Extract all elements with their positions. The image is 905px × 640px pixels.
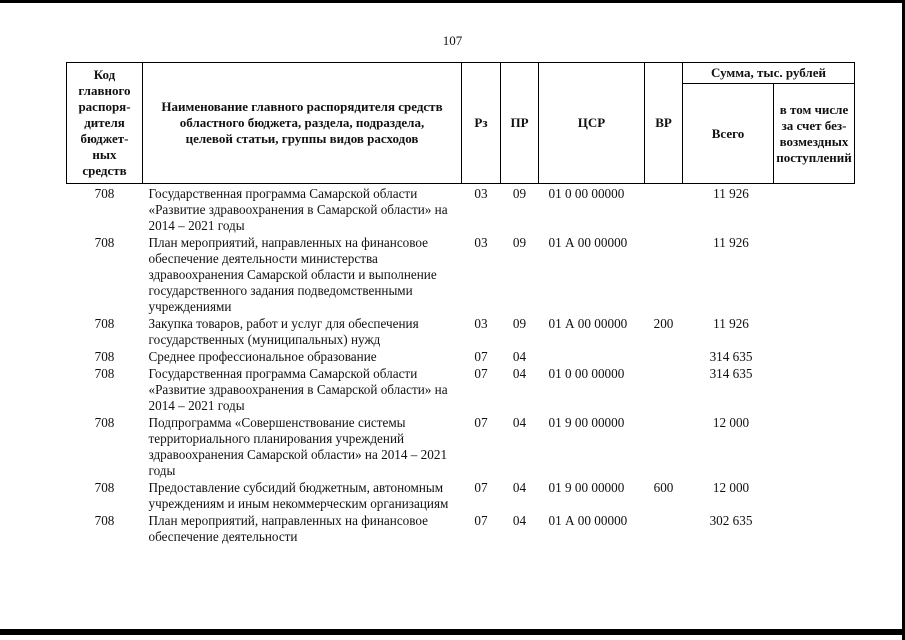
cell-rz: 07	[474, 513, 488, 528]
cell-free	[774, 316, 855, 349]
page-border-top	[0, 0, 905, 3]
cell-pr: 09	[512, 316, 527, 331]
cell-csr: 01 А 00 00000	[548, 235, 628, 250]
header-total: Всего	[683, 84, 774, 184]
cell-rz: 03	[474, 316, 488, 331]
header-sum: Сумма, тыс. рублей	[683, 63, 855, 84]
cell-code: 708	[94, 235, 115, 250]
cell-code: 708	[94, 366, 115, 381]
cell-total: 12 000	[712, 415, 750, 430]
table-row	[67, 184, 855, 236]
cell-free	[774, 513, 855, 546]
cell-vr: 200	[653, 316, 674, 331]
table-row	[67, 513, 855, 546]
cell-code: 708	[94, 349, 115, 364]
cell-total: 302 635	[709, 513, 753, 528]
cell-code: 708	[94, 186, 115, 201]
cell-vr: 600	[653, 480, 674, 495]
cell-free	[774, 184, 855, 236]
cell-csr: 01 А 00 00000	[548, 513, 628, 528]
cell-rz: 07	[474, 415, 488, 430]
cell-name: Закупка товаров, работ и услуг для обеспечения государственных (муниципальных) нужд	[148, 316, 419, 347]
cell-rz: 07	[474, 366, 488, 381]
budget-table	[66, 62, 855, 546]
cell-total: 11 926	[713, 235, 749, 250]
cell-csr: 01 9 00 00000	[548, 415, 625, 430]
table-row	[67, 480, 855, 513]
cell-name: План мероприятий, направленных на финансовое обеспечение деятельности министерства здравоохранения Самарской области и выполнение государственного задания подведомственными учреждениями	[148, 235, 437, 314]
table-row	[67, 235, 855, 316]
header-vr: ВР	[645, 63, 683, 184]
cell-code: 708	[94, 316, 115, 331]
table-row	[67, 366, 855, 415]
cell-vr	[645, 415, 683, 480]
cell-name: Государственная программа Самарской области «Развитие здравоохранения в Самарской области» на 2014 – 2021 годы	[148, 366, 448, 413]
cell-rz: 03	[474, 186, 488, 201]
cell-pr: 04	[512, 480, 527, 495]
cell-pr: 04	[512, 415, 527, 430]
cell-free	[774, 235, 855, 316]
cell-pr: 04	[512, 349, 527, 364]
table-body	[67, 184, 855, 547]
cell-csr	[539, 349, 645, 366]
cell-free	[774, 366, 855, 415]
cell-pr: 04	[512, 513, 527, 528]
table-row	[67, 316, 855, 349]
header-free: в том числе за счет без-возмездных поступлений	[774, 84, 855, 184]
page-border-bottom	[0, 629, 905, 635]
cell-free	[774, 480, 855, 513]
cell-total: 314 635	[709, 366, 753, 381]
cell-pr: 04	[512, 366, 527, 381]
cell-name: Государственная программа Самарской области «Развитие здравоохранения в Самарской области» на 2014 – 2021 годы	[148, 186, 448, 233]
header-csr: ЦСР	[539, 63, 645, 184]
cell-csr: 01 9 00 00000	[548, 480, 625, 495]
cell-vr	[645, 349, 683, 366]
cell-rz: 03	[474, 235, 488, 250]
cell-total: 12 000	[712, 480, 750, 495]
cell-vr	[645, 184, 683, 236]
cell-name: Предоставление субсидий бюджетным, автономным учреждениям и иным некоммерческим организациям	[148, 480, 449, 511]
cell-csr: 01 А 00 00000	[548, 316, 628, 331]
cell-total: 11 926	[713, 316, 749, 331]
cell-total: 11 926	[713, 186, 749, 201]
header-rz: Рз	[462, 63, 501, 184]
cell-pr: 09	[512, 186, 527, 201]
page-number: 107	[442, 33, 463, 48]
cell-free	[774, 415, 855, 480]
cell-free	[774, 349, 855, 366]
cell-name: План мероприятий, направленных на финансовое обеспечение деятельности	[148, 513, 429, 544]
cell-rz: 07	[474, 480, 488, 495]
header-code: Код главного распоря-дителя бюджет-ных средств	[67, 63, 143, 184]
cell-total: 314 635	[709, 349, 753, 364]
cell-code: 708	[94, 480, 115, 495]
cell-name: Среднее профессиональное образование	[148, 349, 377, 364]
table-row	[67, 349, 855, 366]
header-pr: ПР	[501, 63, 539, 184]
cell-name: Подпрограмма «Совершенствование системы территориального планирования учреждений здравоохранения Самарской области» на 2014 – 2021 годы	[148, 415, 448, 478]
header-name: Наименование главного распорядителя средств областного бюджета, раздела, подраздела, целевой статьи, группы видов расходов	[143, 63, 462, 184]
cell-pr: 09	[512, 235, 527, 250]
cell-code: 708	[94, 513, 115, 528]
table-row	[67, 415, 855, 480]
cell-csr: 01 0 00 00000	[548, 366, 625, 381]
cell-vr	[645, 235, 683, 316]
cell-csr: 01 0 00 00000	[548, 186, 625, 201]
cell-rz: 07	[474, 349, 488, 364]
cell-vr	[645, 513, 683, 546]
cell-vr	[645, 366, 683, 415]
cell-code: 708	[94, 415, 115, 430]
